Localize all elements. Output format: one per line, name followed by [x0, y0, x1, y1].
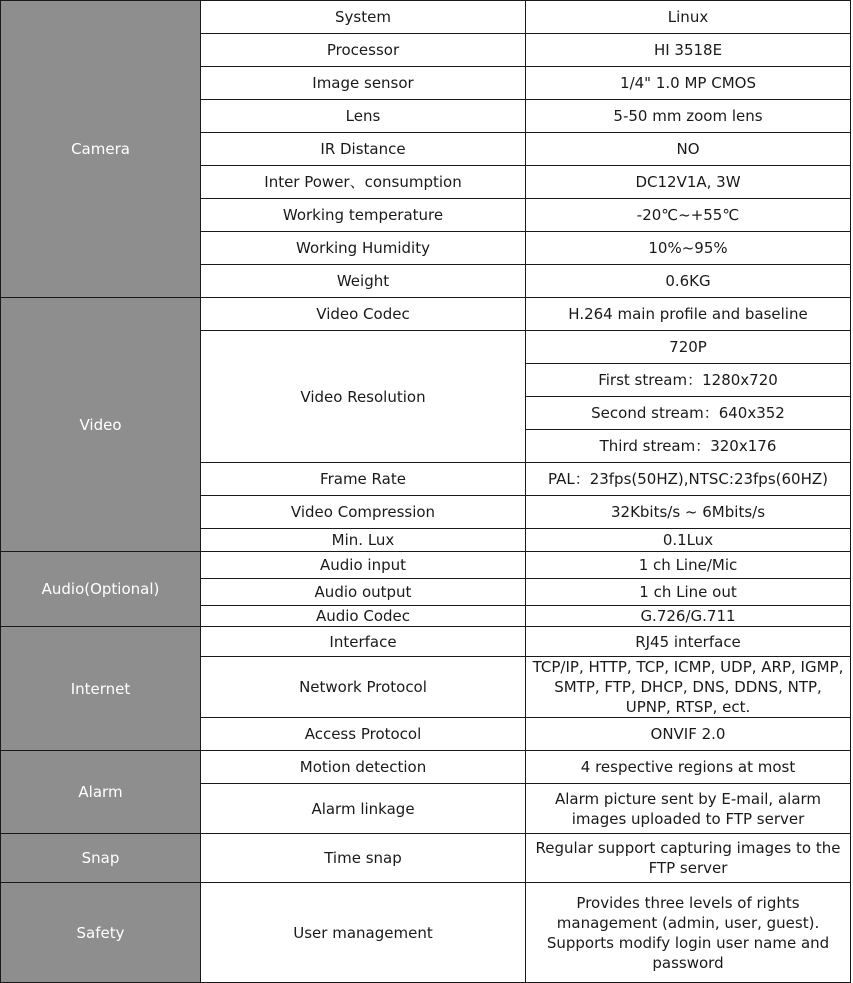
- spec-value: 32Kbits/s ~ 6Mbits/s: [526, 496, 851, 529]
- spec-value: Regular support capturing images to the FTP server: [526, 834, 851, 883]
- spec-value: 4 respective regions at most: [526, 751, 851, 784]
- spec-label: IR Distance: [201, 133, 526, 166]
- spec-value: -20℃~+55℃: [526, 199, 851, 232]
- spec-value: First stream：1280x720: [526, 364, 851, 397]
- spec-label: Time snap: [201, 834, 526, 883]
- spec-value: 10%~95%: [526, 232, 851, 265]
- spec-row: [1, 298, 851, 331]
- spec-value: Provides three levels of rights management (admin, user, guest). Supports modify login user name and password: [526, 883, 851, 983]
- spec-label: Audio Codec: [201, 606, 526, 627]
- spec-row: [1, 834, 851, 883]
- spec-value: Alarm picture sent by E-mail, alarm images uploaded to FTP server: [526, 784, 851, 834]
- spec-label: Weight: [201, 265, 526, 298]
- spec-label: Inter Power、consumption: [201, 166, 526, 199]
- spec-table-body: [1, 1, 851, 983]
- spec-row: [1, 883, 851, 983]
- spec-value: 720P: [526, 331, 851, 364]
- spec-value: 5-50 mm zoom lens: [526, 100, 851, 133]
- spec-value: G.726/G.711: [526, 606, 851, 627]
- spec-value: Third stream：320x176: [526, 430, 851, 463]
- spec-label: Image sensor: [201, 67, 526, 100]
- spec-value: 1 ch Line/Mic: [526, 552, 851, 579]
- spec-value: 1 ch Line out: [526, 579, 851, 606]
- spec-value: 0.6KG: [526, 265, 851, 298]
- category-label: Safety: [1, 883, 201, 983]
- spec-row: [1, 627, 851, 657]
- spec-label: Lens: [201, 100, 526, 133]
- spec-label: Audio output: [201, 579, 526, 606]
- spec-value: H.264 main profile and baseline: [526, 298, 851, 331]
- spec-value: NO: [526, 133, 851, 166]
- category-label: Snap: [1, 834, 201, 883]
- spec-row: [1, 751, 851, 784]
- spec-value: ONVIF 2.0: [526, 718, 851, 751]
- spec-label: Frame Rate: [201, 463, 526, 496]
- spec-value: 1/4" 1.0 MP CMOS: [526, 67, 851, 100]
- category-label: Internet: [1, 627, 201, 751]
- spec-row: [1, 1, 851, 34]
- spec-label: Alarm linkage: [201, 784, 526, 834]
- spec-label: Video Codec: [201, 298, 526, 331]
- spec-label: User management: [201, 883, 526, 983]
- spec-row: [1, 552, 851, 579]
- spec-label: Video Compression: [201, 496, 526, 529]
- spec-label: Network Protocol: [201, 657, 526, 718]
- spec-label: Working temperature: [201, 199, 526, 232]
- spec-label: Audio input: [201, 552, 526, 579]
- spec-value: RJ45 interface: [526, 627, 851, 657]
- spec-label: Video Resolution: [201, 331, 526, 463]
- spec-label: Access Protocol: [201, 718, 526, 751]
- category-label: Alarm: [1, 751, 201, 834]
- spec-value: DC12V1A, 3W: [526, 166, 851, 199]
- category-label: Audio(Optional): [1, 552, 201, 627]
- category-label: Video: [1, 298, 201, 552]
- category-label: Camera: [1, 1, 201, 298]
- spec-label: Min. Lux: [201, 529, 526, 552]
- spec-label: System: [201, 1, 526, 34]
- spec-value: Linux: [526, 1, 851, 34]
- spec-value: PAL：23fps(50HZ),NTSC:23fps(60HZ): [526, 463, 851, 496]
- spec-label: Processor: [201, 34, 526, 67]
- spec-label: Motion detection: [201, 751, 526, 784]
- spec-value: HI 3518E: [526, 34, 851, 67]
- spec-label: Working Humidity: [201, 232, 526, 265]
- spec-value: 0.1Lux: [526, 529, 851, 552]
- spec-value: Second stream：640x352: [526, 397, 851, 430]
- spec-label: Interface: [201, 627, 526, 657]
- spec-value: TCP/IP, HTTP, TCP, ICMP, UDP, ARP, IGMP, SMTP, FTP, DHCP, DNS, DDNS, NTP, UPNP, RTSP, ect.: [526, 657, 851, 718]
